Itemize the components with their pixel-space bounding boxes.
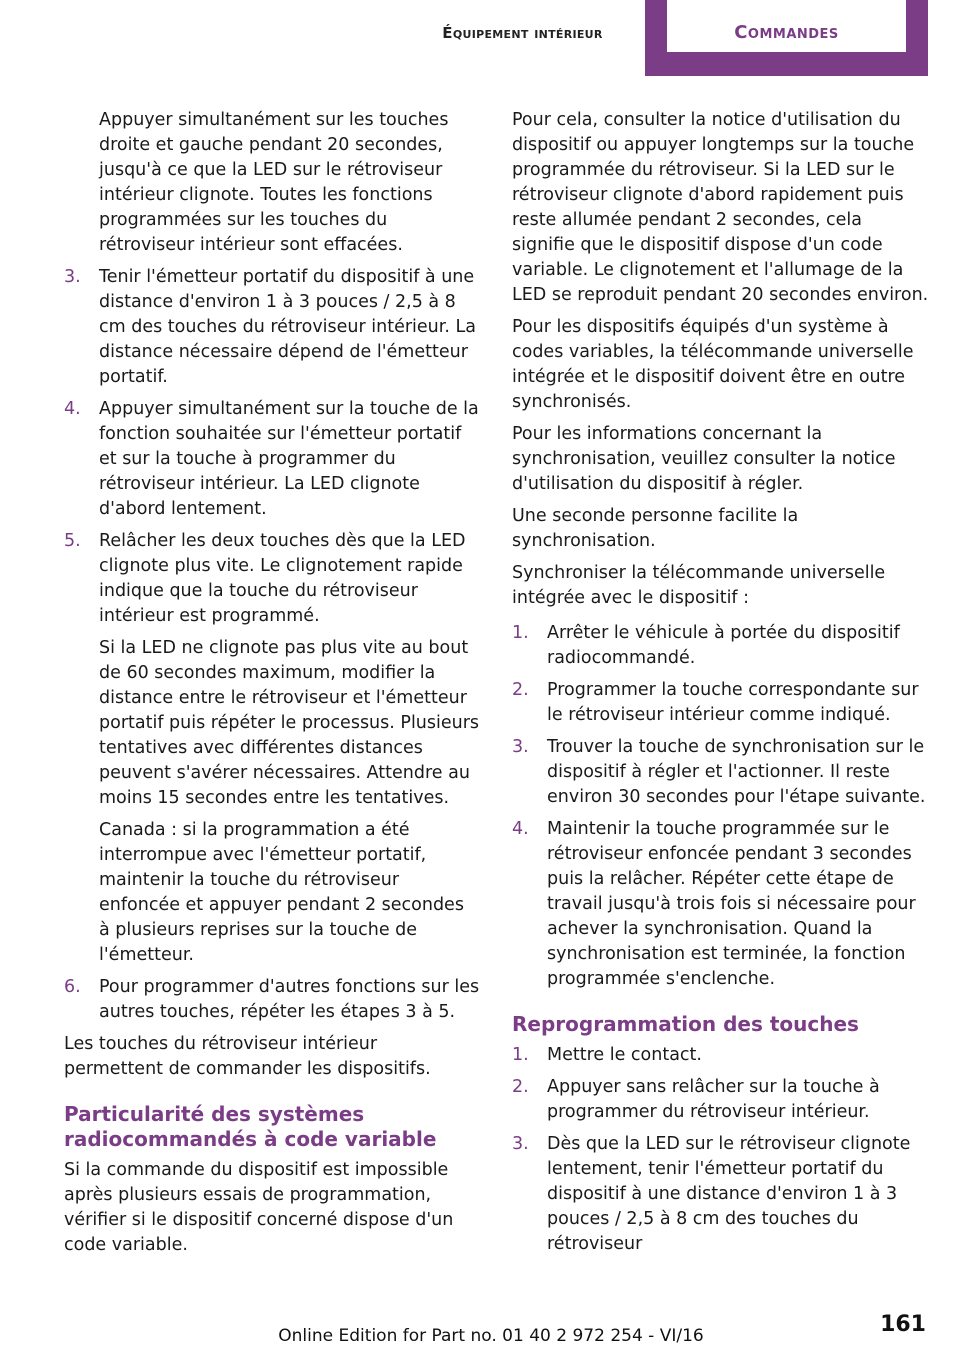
page-number: 161 [880,1312,926,1337]
programming-steps [64,265,480,1025]
step-item [64,529,480,968]
step-number: 3. [512,737,529,757]
body-paragraph: Synchroniser la télécommande universelle intégrée avec le dispositif : [512,563,886,608]
step-number: 3. [512,1134,529,1154]
step-item [64,265,480,390]
step-text: Arrêter le véhicule à portée du dispositif radiocommandé. [547,623,900,668]
step-item [512,1075,930,1125]
body-paragraph: Pour les dispositifs équipés d'un système à codes variables, la télécommande universelle intégrée et le dispositif doivent être en outre synchronisés. [512,317,914,412]
body-paragraph: Une seconde personne facilite la synchronisation. [512,506,799,551]
footer [0,1326,960,1346]
step-text: Pour programmer d'autres fonctions sur les autres touches, répéter les étapes 3 à 5. [99,977,480,1022]
step-text: Canada : si la programmation a été interrompue avec l'émetteur portatif, maintenir la touche du rétroviseur enfoncée et appuyer pendant 2 secondes à plusieurs reprises sur la touche de l'émetteur. [99,820,464,965]
step-item [512,817,930,992]
rolling-code-heading: Particularité des systèmes radiocommandés à code variable [64,1102,437,1151]
chapter-tab [645,0,928,76]
step-item [512,621,930,671]
step-item [512,1132,930,1257]
left-column [64,108,480,1265]
reprogramming-heading: Reprogrammation des touches [512,1012,859,1036]
section-title: Équipement intérieur [442,24,603,42]
step-number: 3. [64,267,81,287]
step-number: 1. [512,1045,529,1065]
edition-text: Online Edition for Part no. 01 40 2 972 254 - VI/16 [278,1326,704,1346]
step-number: 4. [512,819,529,839]
sync-steps [512,621,930,992]
body-paragraph: Pour les informations concernant la synchronisation, veuillez consulter la notice d'utilisation du dispositif à régler. [512,424,896,494]
step-item [512,1043,930,1068]
step-text: Programmer la touche correspondante sur le rétroviseur intérieur comme indiqué. [547,680,919,725]
step-number: 6. [64,977,81,997]
step-item [512,735,930,810]
step-item [512,678,930,728]
chapter-title: Commandes [734,22,839,43]
step-number: 5. [64,531,81,551]
step-text: Dès que la LED sur le rétroviseur clignote lentement, tenir l'émetteur portatif du dispositif à une distance d'environ 1 à 3 pouces / 2,5 à 8 cm des touches du rétroviseur [547,1134,911,1254]
rolling-code-paragraph: Si la commande du dispositif est impossible après plusieurs essais de programmation, vérifier si le dispositif concerné dispose d'un code variable. [64,1160,454,1255]
after-steps-paragraph: Les touches du rétroviseur intérieur permettent de commander les dispositifs. [64,1034,431,1079]
step-text: Relâcher les deux touches dès que la LED clignote plus vite. Le clignotement rapide indique que la touche du rétroviseur intérieur est programmé. [99,531,466,626]
step-text: Maintenir la touche programmée sur le rétroviseur enfoncée pendant 3 secondes puis la relâcher. Répéter cette étape de travail jusqu'à trois fois si nécessaire pour achever la synchronisation. Quand la synchronisation est terminée, la fonction programmée s'enclenche. [547,819,916,989]
intro-paragraph: Appuyer simultanément sur les touches droite et gauche pendant 20 secondes, jusqu'à ce que la LED sur le rétroviseur intérieur clignote. Toutes les fonctions programmées sur les touches du rétroviseur intérieur sont effacées. [99,110,449,255]
step-text: Tenir l'émetteur portatif du dispositif à une distance d'environ 1 à 3 pouces / 2,5 à 8 cm des touches du rétroviseur intérieur. La distance nécessaire dépend de l'émetteur portatif. [99,267,476,387]
step-item [64,975,480,1025]
step-number: 4. [64,399,81,419]
header-section-title [400,0,645,70]
right-column [512,108,930,1264]
step-text: Appuyer simultanément sur la touche de la fonction souhaitée sur l'émetteur portatif et sur la touche à programmer du rétroviseur intérieur. La LED clignote d'abord lentement. [99,399,479,519]
step-item [64,397,480,522]
step-number: 2. [512,680,529,700]
step-number: 1. [512,623,529,643]
step-number: 2. [512,1077,529,1097]
step-text: Si la LED ne clignote pas plus vite au bout de 60 secondes maximum, modifier la distance entre le rétroviseur et l'émetteur portatif puis répéter le processus. Plusieurs tentatives avec différentes distances peuvent s'avérer nécessaires. Attendre au moins 15 secondes entre les tentatives. [99,638,480,808]
chapter-tab-label-box [667,0,906,52]
step-text: Mettre le contact. [547,1045,702,1065]
body-paragraph: Pour cela, consulter la notice d'utilisation du dispositif ou appuyer longtemps sur la touche programmée du rétroviseur. Si la LED sur le rétroviseur clignote d'abord rapidement puis reste allumée pendant 2 secondes, cela signifie que le dispositif dispose d'un code variable. Le clignotement et l'allumage de la LED se reproduit pendant 20 secondes environ. [512,110,929,305]
step-text: Appuyer sans relâcher sur la touche à programmer du rétroviseur intérieur. [547,1077,880,1122]
step-text: Trouver la touche de synchronisation sur le dispositif à régler et l'actionner. Il reste environ 30 secondes pour l'étape suivante. [547,737,926,807]
reprogramming-steps [512,1043,930,1257]
